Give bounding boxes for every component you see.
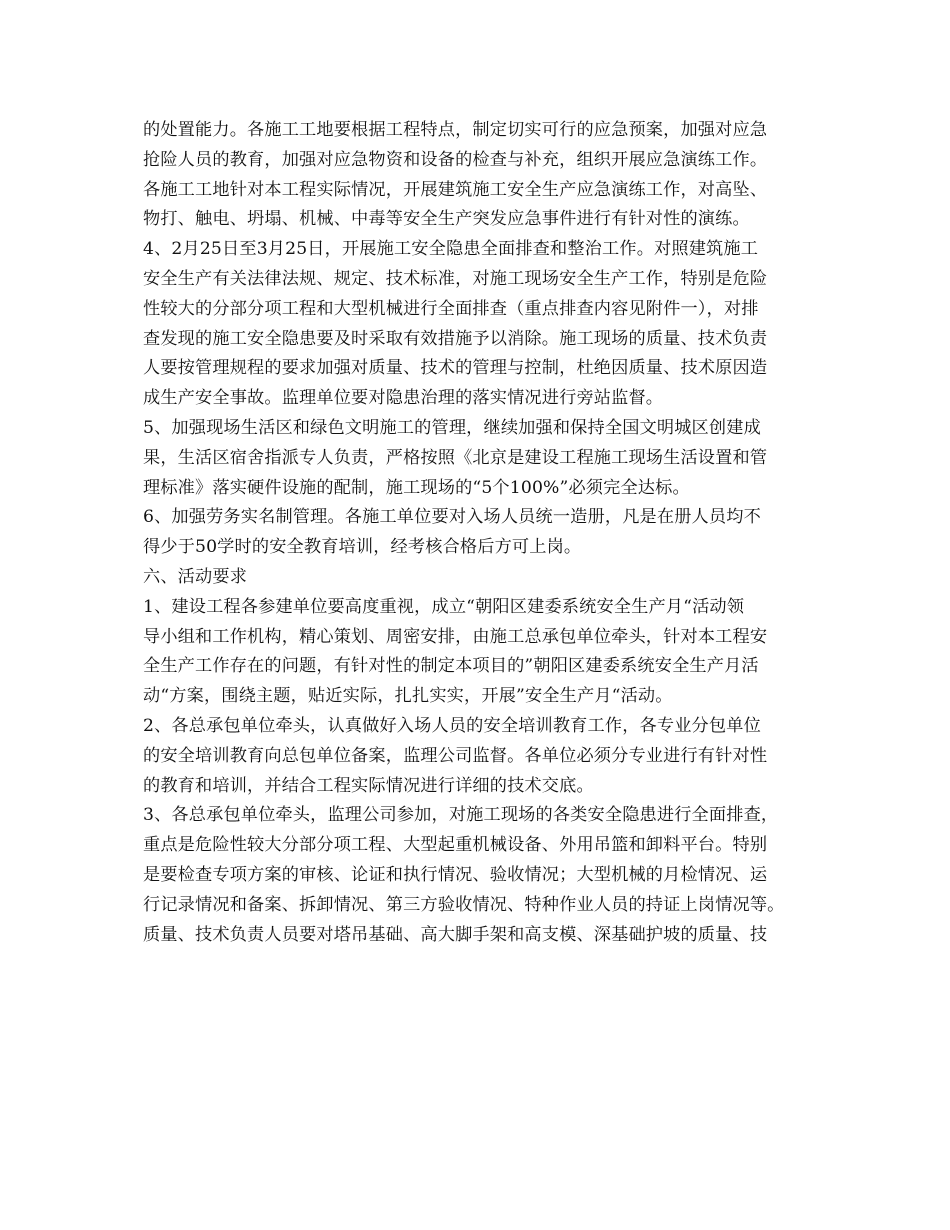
- text-line: 全生产工作存在的问题，有针对性的制定本项目的”朝阳区建委系统安全生产月活: [143, 656, 759, 677]
- text-line: 行记录情况和备案、拆卸情况、第三方验收情况、特种作业人员的持证上岗情况等。: [143, 894, 785, 915]
- text-line: 性较大的分部分项工程和大型机械进行全面排查（重点排查内容见附件一），对排: [143, 298, 759, 319]
- text-line: 动“方案，围绕主题，贴近实际，扎扎实实，开展”安全生产月“活动。: [143, 686, 673, 707]
- text-line: 导小组和工作机构，精心策划、周密安排，由施工总承包单位牵头，针对本工程安: [143, 626, 768, 647]
- text-line: 6、加强劳务实名制管理。各施工单位要对入场人员统一造册，凡是在册人员均不: [143, 507, 761, 528]
- text-line: 1、建设工程各参建单位要高度重视，成立“朝阳区建委系统安全生产月“活动领: [143, 596, 745, 617]
- text-line: 2、各总承包单位牵头，认真做好入场人员的安全培训教育工作，各专业分包单位: [143, 715, 761, 736]
- text-line: 重点是危险性较大分部分项工程、大型起重机械设备、外用吊篮和卸料平台。特别: [143, 835, 768, 856]
- text-line: 得少于50学时的安全教育培训，经考核合格后方可上岗。: [143, 537, 582, 558]
- document-body: [143, 116, 815, 950]
- text-line: 物打、触电、坍塌、机械、中毒等安全生产突发应急事件进行有针对性的演练。: [143, 209, 750, 230]
- text-line: 理标准》落实硬件设施的配制，施工现场的“5个100%”必须完全达标。: [143, 477, 690, 498]
- text-line: 5、加强现场生活区和绿色文明施工的管理，继续加强和保持全国文明城区创建成: [143, 417, 761, 438]
- text-line: 是要检查专项方案的审核、论证和执行情况、验收情况；大型机械的月检情况、运: [143, 864, 768, 885]
- text-line: 查发现的施工安全隐患要及时采取有效措施予以消除。施工现场的质量、技术负责: [143, 328, 768, 349]
- text-line: 成生产安全事故。监理单位要对隐患治理的落实情况进行旁站监督。: [143, 388, 664, 409]
- text-line: 质量、技术负责人员要对塔吊基础、高大脚手架和高支模、深基础护坡的质量、技: [143, 924, 768, 945]
- text-line: 的安全培训教育向总包单位备案，监理公司监督。各单位必须分专业进行有针对性: [143, 745, 768, 766]
- text-line: 4、2月25日至3月25日，开展施工安全隐患全面排查和整治工作。对照建筑施工: [143, 239, 759, 260]
- text-line: 的处置能力。各施工工地要根据工程特点，制定切实可行的应急预案，加强对应急: [143, 120, 768, 140]
- text-line: 安全生产有关法律法规、规定、技术标准，对施工现场安全生产工作，特别是危险: [143, 268, 768, 289]
- text-line: 各施工工地针对本工程实际情况，开展建筑施工安全生产应急演练工作，对高坠、: [143, 179, 768, 200]
- text-line: 的教育和培训，并结合工程实际情况进行详细的技术交底。: [143, 775, 594, 796]
- text-line: 3、各总承包单位牵头，监理公司参加，对施工现场的各类安全隐患进行全面排查，: [143, 805, 779, 826]
- text-line: 抢险人员的教育，加强对应急物资和设备的检查与补充，组织开展应急演练工作。: [143, 149, 768, 170]
- text-line: 果，生活区宿舍指派专人负责，严格按照《北京是建设工程施工现场生活设置和管: [143, 447, 768, 468]
- section-heading: 六、活动要求: [143, 566, 248, 587]
- text-line: 人要按管理规程的要求加强对质量、技术的管理与控制，杜绝因质量、技术原因造: [143, 358, 768, 379]
